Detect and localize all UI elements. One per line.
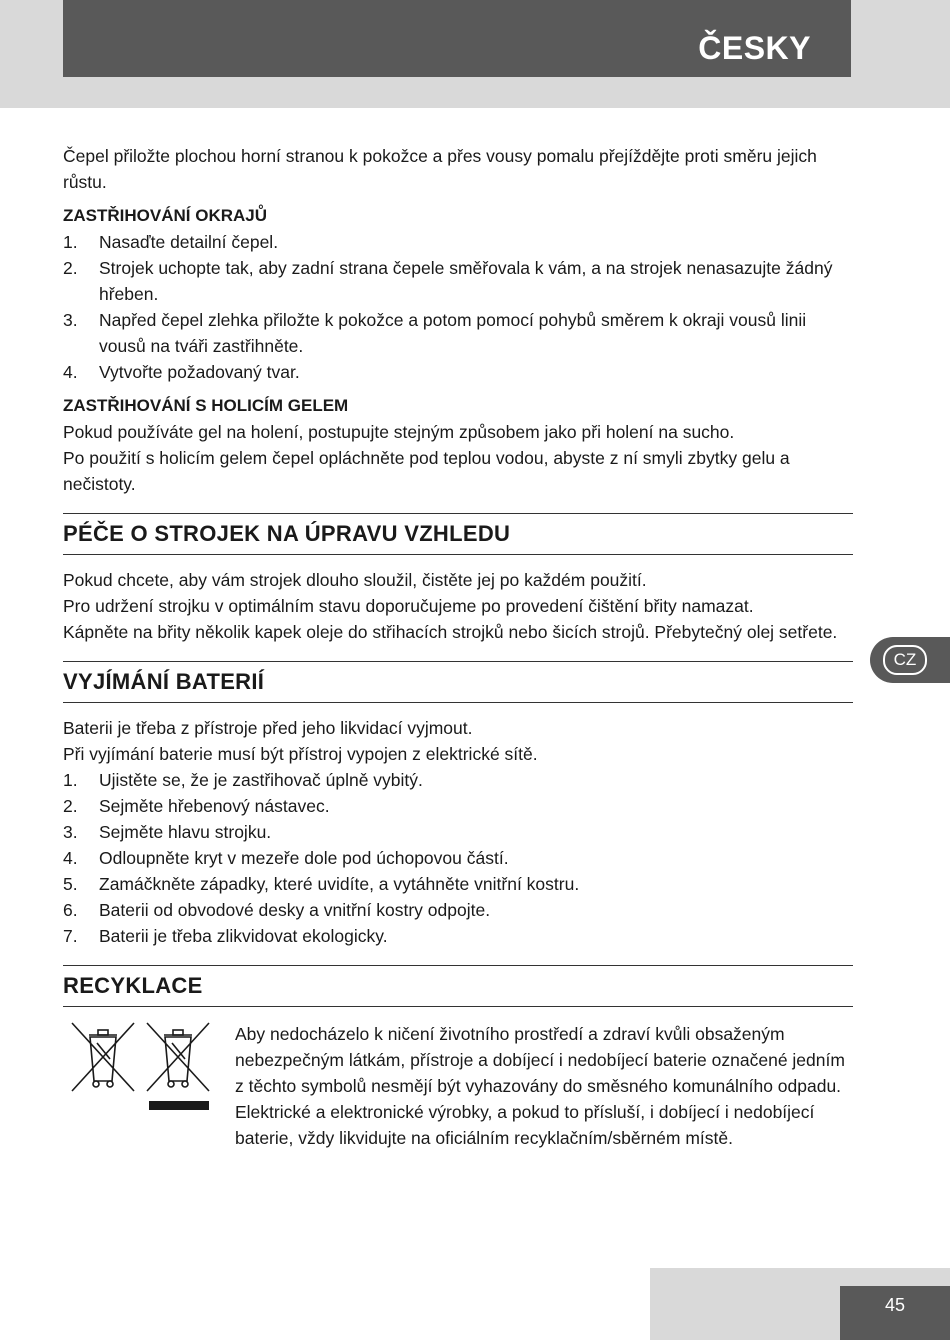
care-text-3: Kápněte na břity několik kapek oleje do střihacích strojků nebo šicích strojů. Přebytečný olej setřete.	[63, 622, 838, 642]
list-item: 1. Nasaďte detailní čepel.	[63, 232, 279, 252]
care-text-1: Pokud chcete, aby vám strojek dlouho sloužil, čistěte jej po každém použití.	[63, 570, 647, 590]
recycling-section-header	[63, 965, 853, 1007]
edge-trim-steps	[63, 229, 853, 385]
care-heading: PÉČE O STROJEK NA ÚPRAVU VZHLEDU	[63, 521, 511, 546]
recycling-icons	[63, 1021, 235, 1151]
battery-heading: VYJÍMÁNÍ BATERIÍ	[63, 669, 265, 694]
crossed-bin-bar-icon	[147, 1023, 209, 1110]
gel-trim-text-1: Pokud používáte gel na holení, postupujte stejným způsobem jako při holení na sucho.	[63, 422, 735, 442]
language-tab	[870, 637, 950, 683]
page-number: 45	[884, 1295, 906, 1315]
recycling-block	[63, 1021, 853, 1151]
list-item: 4. Odloupněte kryt v mezeře dole pod úchopovou částí.	[63, 848, 509, 868]
intro-text: Čepel přiložte plochou horní stranou k pokožce a přes vousy pomalu přejíždějte proti směru jejich růstu.	[63, 146, 817, 192]
list-item: 7. Baterii je třeba zlikvidovat ekologicky.	[63, 926, 388, 946]
list-item: 4. Vytvořte požadovaný tvar.	[63, 362, 300, 382]
care-section-header	[63, 513, 853, 555]
language-title: ČESKY	[698, 30, 811, 66]
care-text-2: Pro udržení strojku v optimálním stavu doporučujeme po provedení čištění břity namazat.	[63, 596, 754, 616]
recycling-text: Aby nedocházelo k ničení životního prostředí a zdraví kvůli obsaženým nebezpečným látkám, přístroje a dobíjecí i nedobíjecí baterie označené jedním z těchto symbolů nesmějí být vyhazovány do směsného komunálního odpadu. Elektrické a elektronické výrobky, a pokud to přísluší, i dobíjecí i nedobíjecí baterie, vždy likvidujte na oficiálním recyklačním/sběrném místě.	[235, 1024, 845, 1148]
gel-trim-text-2: Po použití s holicím gelem čepel opláchněte pod teplou vodou, abyste z ní smyli zbytky gelu a nečistoty.	[63, 448, 790, 494]
header-bar	[63, 0, 851, 77]
crossed-bin-icons	[63, 1021, 235, 1151]
gel-trim-heading: ZASTŘIHOVÁNÍ S HOLICÍM GELEM	[63, 396, 349, 415]
battery-section-header	[63, 661, 853, 703]
battery-steps	[63, 767, 853, 949]
list-item: 2. Sejměte hřebenový nástavec.	[63, 796, 330, 816]
crossed-bin-icon	[72, 1023, 134, 1091]
list-item: 2. Strojek uchopte tak, aby zadní strana čepele směřovala k vám, a na strojek nenasazujte žádný hřeben.	[63, 258, 833, 304]
list-item: 5. Zamáčkněte západky, které uvidíte, a vytáhněte vnitřní kostru.	[63, 874, 580, 894]
list-item: 3. Sejměte hlavu strojku.	[63, 822, 272, 842]
list-item: 1. Ujistěte se, že je zastřihovač úplně vybitý.	[63, 770, 423, 790]
battery-text-1: Baterii je třeba z přístroje před jeho likvidací vyjmout.	[63, 718, 473, 738]
list-item: 3. Napřed čepel zlehka přiložte k pokožce a potom pomocí pohybů směrem k okraji vousů linii vousů na tváři zastřihněte.	[63, 310, 807, 356]
page-content	[63, 143, 853, 1151]
battery-text-2: Při vyjímání baterie musí být přístroj vypojen z elektrické sítě.	[63, 744, 538, 764]
edge-trim-heading: ZASTŘIHOVÁNÍ OKRAJŮ	[63, 206, 268, 225]
list-item: 6. Baterii od obvodové desky a vnitřní kostry odpojte.	[63, 900, 491, 920]
footer-bar	[840, 1286, 950, 1340]
language-badge: CZ	[883, 645, 927, 675]
recycling-heading: RECYKLACE	[63, 973, 203, 998]
